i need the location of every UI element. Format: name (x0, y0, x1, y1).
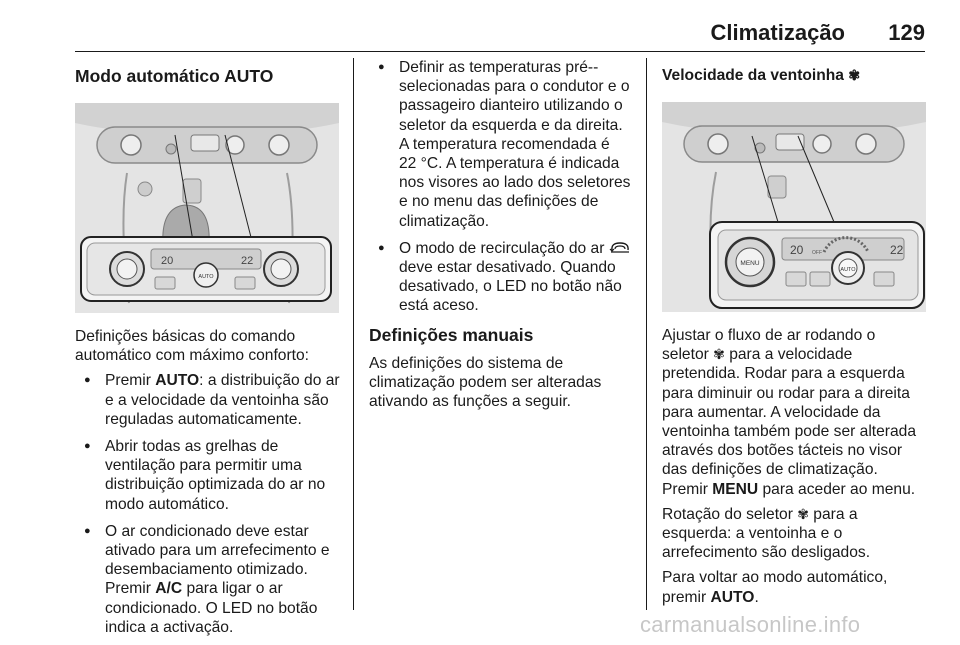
menu-knob-label: MENU (740, 260, 760, 267)
right-temp-readout: 22 (241, 255, 254, 267)
auto-bullets (75, 371, 341, 637)
left-temp-readout: 20 (790, 243, 804, 257)
off-label: OFF (812, 250, 822, 256)
auto-bullets-continued (369, 58, 631, 316)
fan-icon: ✾ (848, 67, 861, 83)
watermark: carmanualsonline.info (640, 612, 861, 637)
intro-paragraph: Definições básicas do comando automático com máximo conforto: (75, 328, 309, 365)
fan-paragraph-3: Para voltar ao modo automático, premir AUTO. (662, 569, 888, 606)
fan-icon: ✾ (797, 505, 809, 522)
bullet-auto: ● Premir AUTO: a distribuição do ar e a velocidade da ventoinha são reguladas automaticamente. (75, 371, 341, 429)
column-3 (662, 58, 926, 613)
bullet-vents: ● Abrir todas as grelhas de ventilação para permitir uma distribuição optimizada do ar no modo automático. (75, 437, 341, 514)
auto-mode-heading: Modo automático AUTO (75, 66, 274, 86)
climate-panel-image (75, 103, 339, 313)
fan-paragraph-2: Rotação do seletor ✾ para a esquerda: a ventoinha e o arrefecimento são desligados. (662, 505, 871, 562)
recirculation-icon (609, 240, 631, 256)
column-divider (646, 58, 647, 610)
page-header (75, 14, 925, 52)
fan-speed-heading: Velocidade da ventoinha ✾ (662, 67, 861, 84)
auto-knob-label: AUTO (198, 274, 214, 280)
fan-icon: ✾ (713, 346, 725, 363)
fan-paragraph-1: Ajustar o fluxo de ar rodando o seletor ✾ para a velocidade pretendida. Rodar para a esquerda para diminuir ou rodar para a direita para aumentar. A velocidade da ventoinha também pode ser alterada através dos botões tácteis no visor das definições de climatização. Premir MENU para aceder ao menu. (662, 327, 916, 498)
right-temp-readout: 22 (890, 243, 904, 257)
column-divider (353, 58, 354, 610)
bullet-recirculation: ● O modo de recirculação do ar deve estar desativado. Quando desativado, o LED no botão não está aceso. (369, 239, 631, 316)
column-1 (75, 58, 341, 645)
bullet-ac: ● O ar condicionado deve estar ativado para um arrefecimento e desembaciamento otimizado. Premir A/C para ligar o ar condicionado. O LED no botão indica a activação. (75, 522, 341, 637)
bullet-temperatures: ● Definir as temperaturas pré--selecionadas para o condutor e o passageiro dianteiro utilizando o seletor da esquerda e da direita. A temperatura recomendada é 22 °C. A temperatura é indicada nos visores ao lado dos seletores e no menu das definições de climatização. (369, 58, 631, 231)
auto-knob-label: AUTO (840, 267, 856, 273)
page-number: 129 (888, 20, 925, 45)
column-2 (369, 58, 631, 417)
header-rule (75, 51, 925, 52)
manual-settings-paragraph: As definições do sistema de climatização podem ser alteradas ativando as funções a seguir. (369, 354, 602, 411)
manual-settings-heading: Definições manuais (369, 324, 534, 345)
section-title: Climatização (710, 20, 845, 45)
fan-control-image (662, 102, 926, 312)
left-temp-readout: 20 (161, 255, 174, 267)
